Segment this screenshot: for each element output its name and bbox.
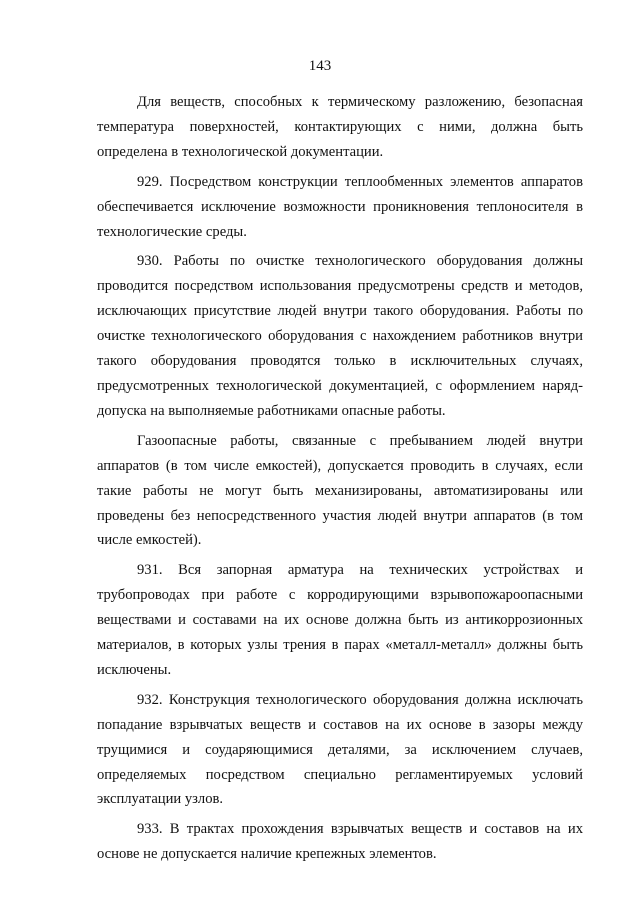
document-body bbox=[97, 90, 583, 872]
paragraph-931: 931. Вся запорная арматура на технических устройствах и трубопроводах при работе с корродирующими взрывопожароопасными веществами и составами на их основе должна быть из антикоррозионных материалов, в которых узлы трения в парах «металл-металл» должны быть исключены. bbox=[97, 562, 583, 678]
paragraph-929: 929. Посредством конструкции теплообменных элементов аппаратов обеспечивается исключение возможности проникновения теплоносителя в технологические среды. bbox=[97, 173, 583, 240]
paragraph-gas-hazardous-work: Газоопасные работы, связанные с пребыванием людей внутри аппаратов (в том числе емкостей), допускается проводить в случаях, если такие работы не могут быть механизированы, автоматизированы или проведены без непосредственного участия людей внутри аппаратов (в том числе емкостей). bbox=[97, 432, 583, 549]
paragraph-932: 932. Конструкция технологического оборудования должна исключать попадание взрывчатых веществ и составов на их основе в зазоры между трущимися и соударяющимися деталями, за исключением случаев, определяемых посредством специально регламентируемых условий эксплуатации узлов. bbox=[97, 691, 583, 808]
paragraph-933: 933. В трактах прохождения взрывчатых веществ и составов на их основе не допускается наличие крепежных элементов. bbox=[97, 821, 583, 863]
paragraph-surface-temperature: Для веществ, способных к термическому разложению, безопасная температура поверхностей, контактирующих с ними, должна быть определена в технологической документации. bbox=[97, 94, 583, 160]
page-number: 143 bbox=[308, 58, 332, 74]
paragraph-930: 930. Работы по очистке технологического оборудования должны проводится посредством использования предусмотрены средств и методов, исключающих присутствие людей внутри такого оборудования. Работы по очистке технологического оборудования с нахождением работников внутри такого оборудования проводятся только в исключительных случаях, предусмотренных технологической документацией, с оформлением наряд-допуска на выполняемые работниками опасные работы. bbox=[97, 253, 583, 419]
